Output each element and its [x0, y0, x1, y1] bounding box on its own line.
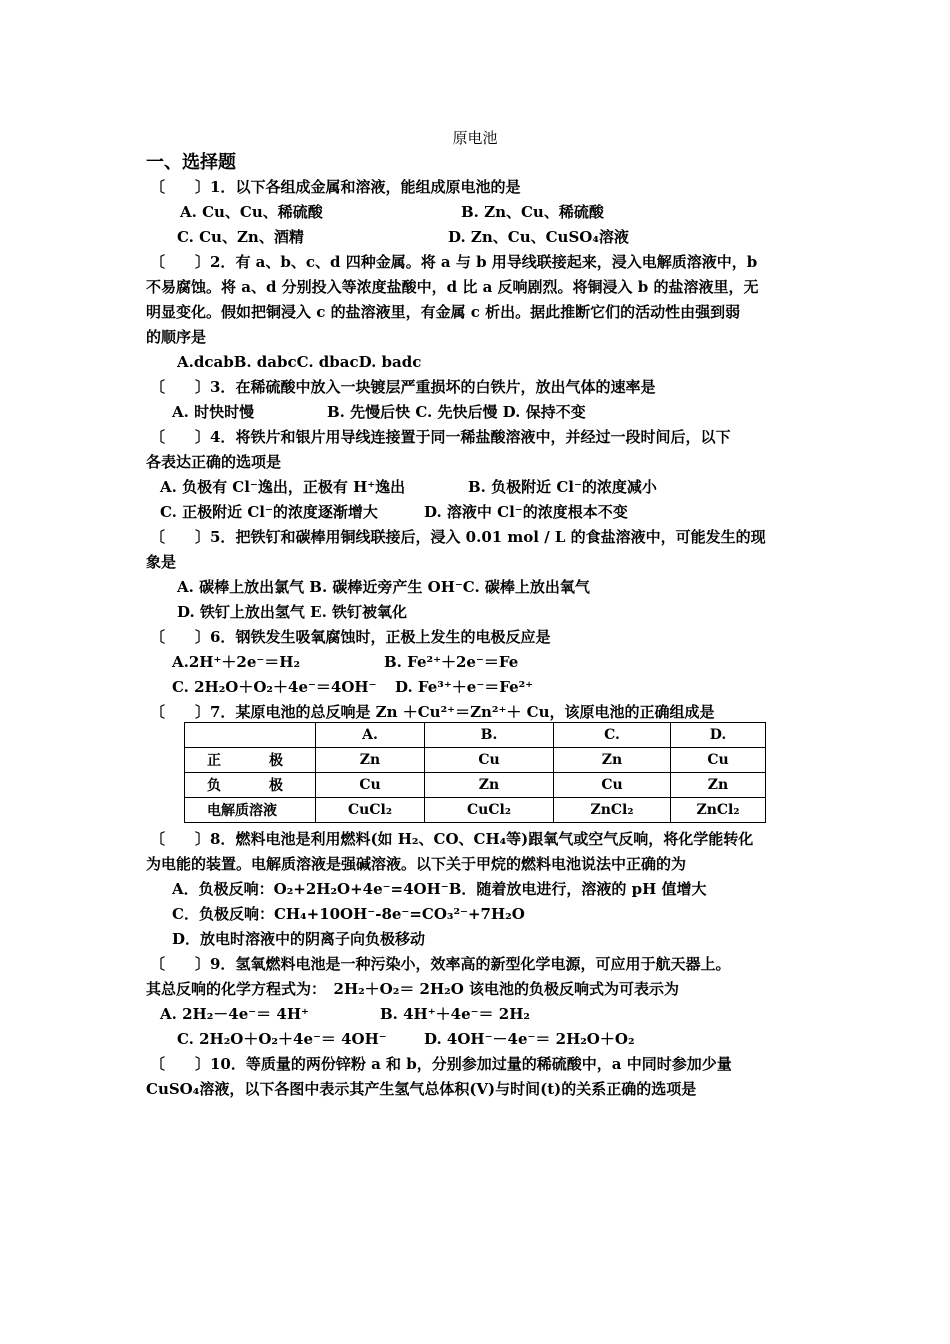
q9-option-a: A. 2H₂－4e⁻＝ 4H⁺ [160, 1005, 309, 1023]
table-header-cell: D. [671, 723, 766, 748]
q4-option-c: C. 正极附近 Cl⁻的浓度逐渐增大 [160, 503, 378, 521]
q7-table [184, 722, 766, 823]
table-cell: CuCl₂ [316, 798, 425, 823]
page-title: 原电池 [452, 129, 498, 147]
question-2-line2: 不易腐蚀。将 a、d 分别投入等浓度盐酸中，d 比 a 反响剧烈。将铜浸入 b 的盐溶液里，无 [146, 278, 759, 296]
table-cell: ZnCl₂ [554, 798, 671, 823]
q1-option-a: A. Cu、Cu、稀硫酸 [180, 203, 323, 221]
section-heading: 一、选择题 [146, 152, 236, 173]
row-label-electrolyte: 电解质溶液 [185, 798, 316, 823]
q8-option-d: D．放电时溶液中的阴离子向负极移动 [172, 930, 426, 948]
table-row [185, 798, 766, 823]
q9-option-c: C. 2H₂O＋O₂＋4e⁻＝ 4OH⁻ [177, 1030, 387, 1048]
question-1: 〔 〕1．以下各组成金属和溶液，能组成原电池的是 [150, 178, 521, 196]
question-8-line2: 为电能的装置。电解质溶液是强碱溶液。以下关于甲烷的燃料电池说法中正确的为 [146, 855, 687, 873]
question-4: 〔 〕4．将铁片和银片用导线连接置于同一稀盐酸溶液中，并经过一段时间后，以下 [150, 428, 731, 446]
table-header-cell: C. [554, 723, 671, 748]
table-header-cell: B. [425, 723, 554, 748]
table-cell: CuCl₂ [425, 798, 554, 823]
q6-option-c: C. 2H₂O＋O₂＋4e⁻＝4OH⁻ [172, 678, 377, 696]
q3-option-a: A. 时快时慢 [172, 403, 255, 421]
row-label-negative [185, 773, 316, 798]
table-cell: Cu [316, 773, 425, 798]
question-2-line4: 的顺序是 [146, 328, 207, 346]
question-8: 〔 〕8．燃料电池是利用燃料(如 H₂、CO、CH₄等)跟氧气或空气反响，将化学能转化 [150, 830, 754, 848]
q9-option-d: D. 4OH⁻－4e⁻＝ 2H₂O＋O₂ [424, 1030, 635, 1048]
row-label-part: 极 [269, 753, 283, 769]
question-4-line2: 各表达正确的选项是 [146, 453, 282, 471]
q6-option-b: B. Fe²⁺＋2e⁻＝Fe [384, 653, 519, 671]
table-cell: ZnCl₂ [671, 798, 766, 823]
question-2: 〔 〕2．有 a、b、c、d 四种金属。将 a 与 b 用导线联接起来，浸入电解质溶液中，b [150, 253, 758, 271]
q8-option-c: C．负极反响：CH₄+10OH⁻-8e⁻=CO₃²⁻+7H₂O [172, 905, 525, 923]
q6-option-d: D. Fe³⁺＋e⁻＝Fe²⁺ [395, 678, 534, 696]
table-header-row [185, 723, 766, 748]
question-9-line2: 其总反响的化学方程式为： 2H₂＋O₂＝ 2H₂O 该电池的负极反响式为可表示为 [146, 980, 680, 998]
question-2-line3: 明显变化。假如把铜浸入 c 的盐溶液里，有金属 c 析出。据此推断它们的活动性由强到弱 [146, 303, 741, 321]
q1-option-c: C. Cu、Zn、酒精 [177, 228, 304, 246]
question-10: 〔 〕10．等质量的两份锌粉 a 和 b，分别参加过量的稀硫酸中，a 中同时参加少量 [150, 1055, 732, 1073]
table-header-cell [185, 723, 316, 748]
table-cell: Zn [671, 773, 766, 798]
table-header-cell: A. [316, 723, 425, 748]
q9-option-b: B. 4H⁺＋4e⁻＝ 2H₂ [380, 1005, 530, 1023]
row-label-part: 极 [269, 778, 283, 794]
question-3: 〔 〕3．在稀硫酸中放入一块镀层严重损坏的白铁片，放出气体的速率是 [150, 378, 656, 396]
question-6: 〔 〕6．钢铁发生吸氧腐蚀时，正极上发生的电极反应是 [150, 628, 551, 646]
q1-option-d: D. Zn、Cu、CuSO₄溶液 [448, 228, 629, 246]
row-label-part: 负 [207, 778, 221, 794]
q4-option-d: D. 溶液中 Cl⁻的浓度根本不变 [424, 503, 628, 521]
row-label-part: 正 [207, 753, 221, 769]
table-cell: Zn [316, 748, 425, 773]
table-cell: Cu [425, 748, 554, 773]
question-9: 〔 〕9．氢氧燃料电池是一种污染小，效率高的新型化学电源，可应用于航天器上。 [150, 955, 731, 973]
question-5: 〔 〕5．把铁钉和碳棒用铜线联接后，浸入 0.01 mol / L 的食盐溶液中，可能发生的现 [150, 528, 766, 546]
q8-options-ab: A．负极反响：O₂+2H₂O+4e⁻=4OH⁻B．随着放电进行，溶液的 pH 值增大 [172, 880, 707, 898]
q3-options-bcd: B. 先慢后快 C. 先快后慢 D. 保持不变 [327, 403, 586, 421]
table-cell: Zn [425, 773, 554, 798]
question-5-line2: 象是 [146, 553, 177, 571]
question-10-line2: CuSO₄溶液，以下各图中表示其产生氢气总体积(V)与时间(t)的关系正确的选项是 [146, 1080, 697, 1098]
q2-options: A.dcabB. dabcC. dbacD. badc [177, 353, 422, 371]
question-7: 〔 〕7．某原电池的总反响是 Zn ＋Cu²⁺＝Zn²⁺＋ Cu，该原电池的正确组成是 [150, 703, 715, 721]
q1-option-b: B. Zn、Cu、稀硫酸 [461, 203, 604, 221]
table-cell: Cu [554, 773, 671, 798]
table-cell: Cu [671, 748, 766, 773]
row-label-positive [185, 748, 316, 773]
table-row [185, 748, 766, 773]
q4-option-b: B. 负极附近 Cl⁻的浓度减小 [468, 478, 657, 496]
table-row [185, 773, 766, 798]
q4-option-a: A. 负极有 Cl⁻逸出，正极有 H⁺逸出 [160, 478, 406, 496]
q6-option-a: A.2H⁺＋2e⁻＝H₂ [172, 653, 301, 671]
q5-options-de: D. 铁钉上放出氢气 E. 铁钉被氧化 [177, 603, 408, 621]
table-cell: Zn [554, 748, 671, 773]
q5-options-abc: A. 碳棒上放出氯气 B. 碳棒近旁产生 OH⁻C. 碳棒上放出氧气 [177, 578, 590, 596]
